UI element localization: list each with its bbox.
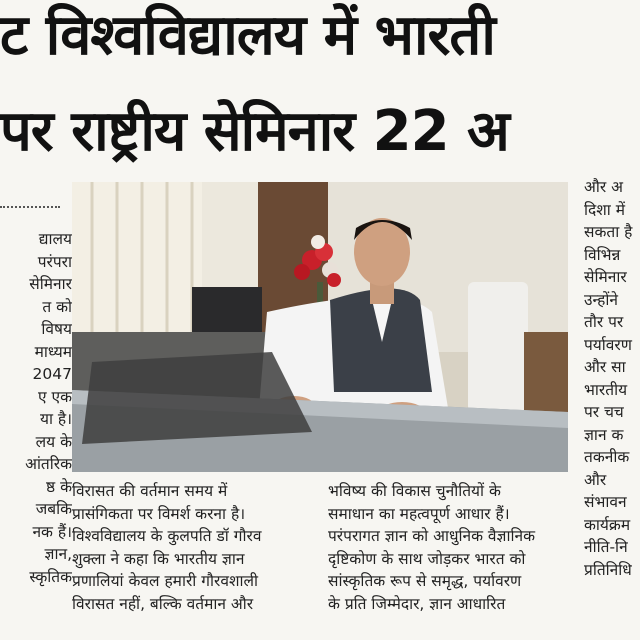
text-line: पर्यावरण <box>584 335 632 354</box>
text-line: सेमिनार <box>584 268 627 286</box>
text-line: स्कृतिक <box>29 567 72 586</box>
text-line: द्यालय <box>38 230 72 248</box>
text-line: ज्ञान क <box>584 425 624 444</box>
text-line: दिशा में <box>584 200 625 219</box>
text-line: जबकि <box>35 500 72 518</box>
text-line: भारतीय <box>584 380 628 399</box>
text-line: माध्यम <box>34 342 72 361</box>
text-line: सांस्कृतिक रूप से समृद्ध, पर्यावरण <box>328 572 522 590</box>
right-text-column <box>584 176 640 640</box>
text-line: और अ <box>584 178 623 196</box>
text-line: त को <box>42 297 72 316</box>
text-line: पर चच <box>584 403 624 421</box>
text-line: ए एक <box>38 387 72 406</box>
text-line: और <box>584 470 607 489</box>
left-text-column <box>0 228 72 640</box>
text-line: के प्रति जिम्मेदार, ज्ञान आधारित <box>328 594 506 613</box>
text-line: परंपरागत ज्ञान को आधुनिक वैज्ञानिक <box>328 527 536 545</box>
text-line: लय के <box>35 432 72 451</box>
text-line: विरासत की वर्तमान समय में <box>72 482 228 500</box>
text-line: तकनीक <box>584 448 630 466</box>
headline-line-1: ट विश्वविद्यालय में भारती <box>0 3 495 68</box>
text-line: विषय <box>41 320 72 338</box>
text-line: उन्होंने <box>584 290 618 309</box>
text-line: संभावन <box>584 493 627 511</box>
text-line: प्रासंगिकता पर विमर्श करना है। <box>72 504 246 523</box>
text-line: आंतरिक <box>25 455 72 473</box>
text-line: तौर पर <box>584 313 624 331</box>
text-line: प्रतिनिधि <box>584 560 632 579</box>
news-photo-vice-chancellor <box>72 182 568 472</box>
text-line: विरासत नहीं, बल्कि वर्तमान और <box>72 594 254 613</box>
text-line: सेमिनार <box>29 275 72 293</box>
text-line: शुक्ला ने कहा कि भारतीय ज्ञान <box>72 549 245 568</box>
text-line: सकता है <box>584 223 633 241</box>
text-line: या है। <box>39 410 72 428</box>
text-line: प्रणालियां केवल हमारी गौरवशाली <box>72 572 259 590</box>
text-line: ष्ठ के <box>46 477 72 496</box>
text-line: विश्वविद्यालय के कुलपति डॉ गौरव <box>72 527 262 545</box>
text-line: ज्ञान, <box>44 545 72 563</box>
text-line: भविष्य की विकास चुनौतियों के <box>328 482 501 500</box>
middle-text-column-2 <box>328 480 568 640</box>
headline-line-2: पर राष्ट्रीय सेमिनार 22 अ <box>0 99 509 164</box>
text-line: समाधान का महत्वपूर्ण आधार हैं। <box>328 504 510 523</box>
text-line: नक हैं। <box>32 522 72 541</box>
column-divider-dots <box>0 206 60 210</box>
text-line: परंपरा <box>37 252 72 271</box>
text-line: विभिन्न <box>584 245 621 264</box>
text-line: और सा <box>584 358 626 376</box>
text-line: दृष्टिकोण के साथ जोड़कर भारत को <box>328 549 526 568</box>
middle-text-column-1 <box>72 480 312 640</box>
text-line: कार्यक्रम <box>584 515 631 534</box>
text-line: 2047 <box>32 365 72 383</box>
text-line: नीति-नि <box>584 538 628 556</box>
